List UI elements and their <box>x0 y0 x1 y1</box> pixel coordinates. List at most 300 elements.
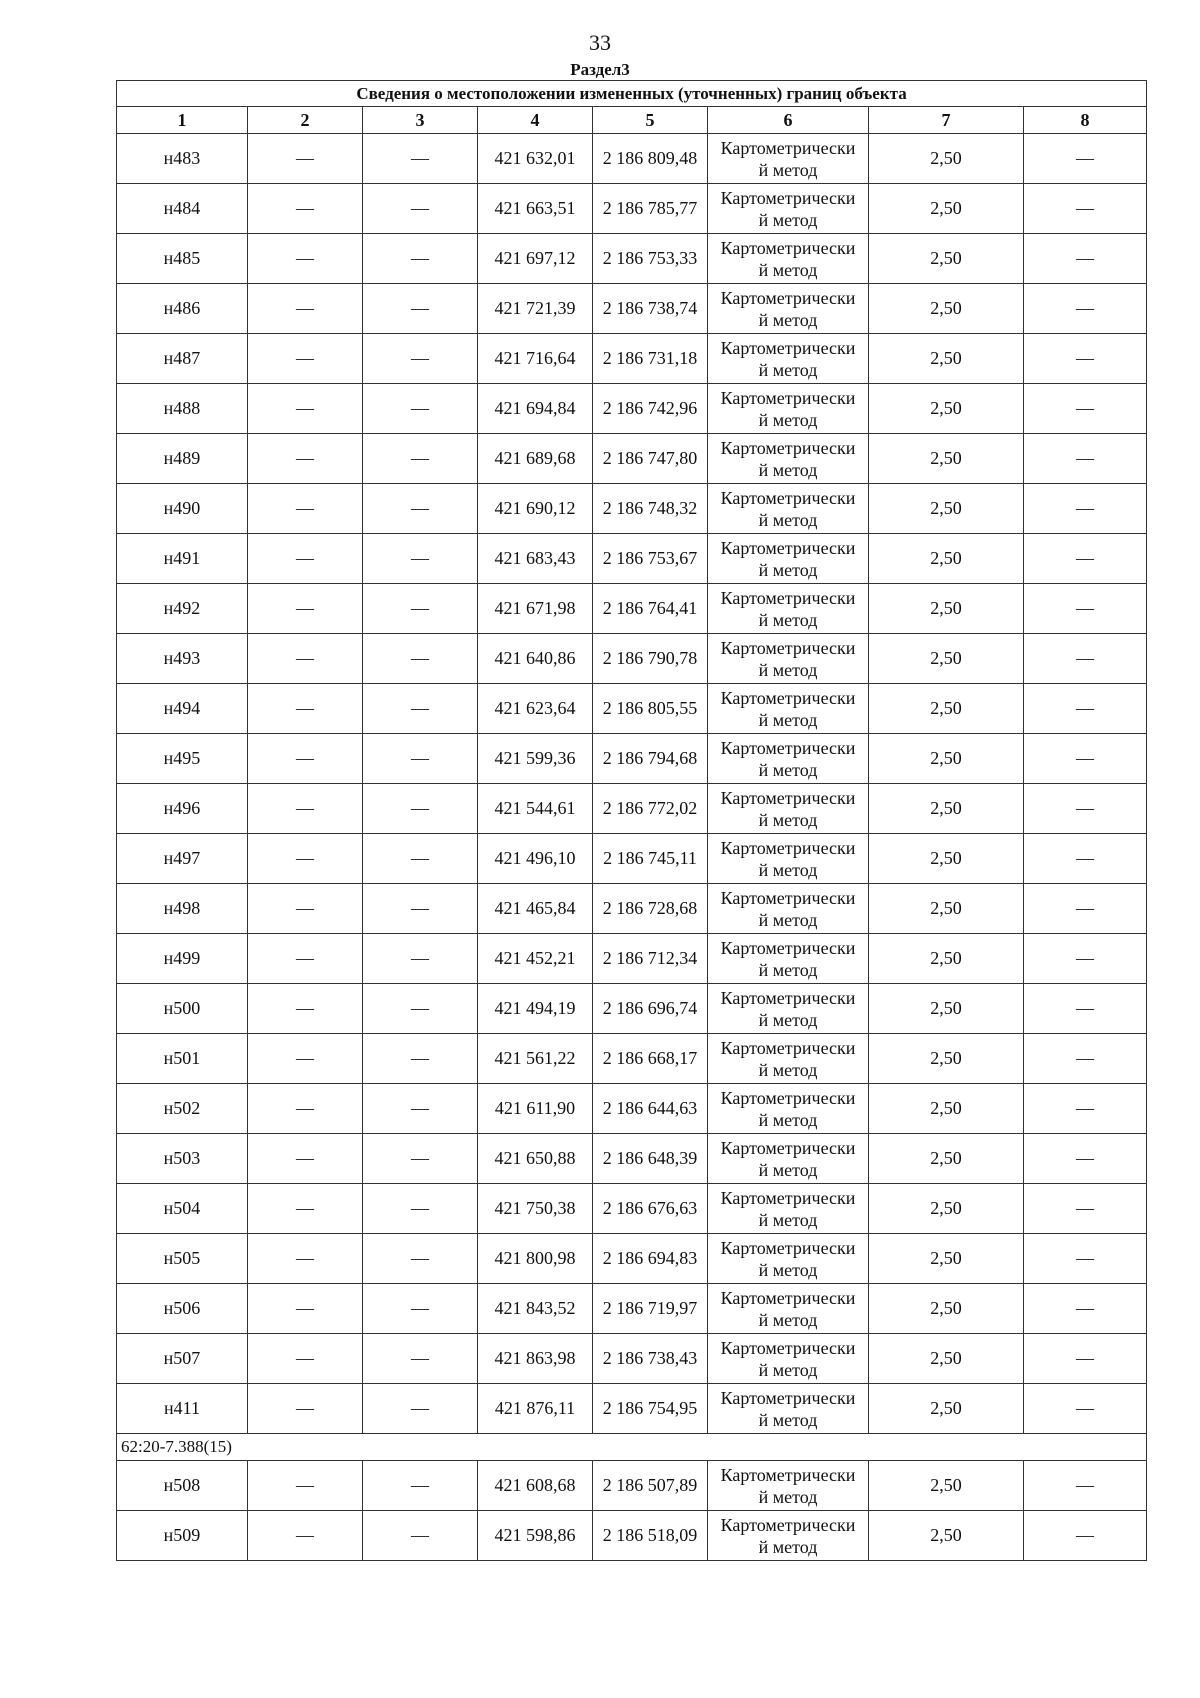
y-coordinate-cell: 2 186 809,48 <box>593 134 708 184</box>
y-coordinate-cell: 2 186 772,02 <box>593 784 708 834</box>
method-text-line1: Картометрически <box>720 1087 856 1108</box>
column-3-cell: — <box>363 184 478 234</box>
column-2-cell: — <box>248 184 363 234</box>
column-8-cell: — <box>1024 1134 1147 1184</box>
column-3-cell: — <box>363 734 478 784</box>
column-3-cell: — <box>363 1084 478 1134</box>
y-coordinate-cell: 2 186 805,55 <box>593 684 708 734</box>
y-coordinate-cell: 2 186 753,67 <box>593 534 708 584</box>
point-name-cell: н501 <box>117 1034 248 1084</box>
column-8-cell: — <box>1024 334 1147 384</box>
point-name-cell: н506 <box>117 1284 248 1334</box>
column-3-cell: — <box>363 1034 478 1084</box>
column-3-cell: — <box>363 784 478 834</box>
method-text-line2: й метод <box>758 259 818 280</box>
x-coordinate-cell: 421 544,61 <box>478 784 593 834</box>
column-2-cell: — <box>248 484 363 534</box>
method-text-line1: Картометрически <box>720 337 856 358</box>
point-name-cell: н504 <box>117 1184 248 1234</box>
column-8-cell: — <box>1024 484 1147 534</box>
accuracy-cell: 2,50 <box>869 384 1024 434</box>
column-2-cell: — <box>248 384 363 434</box>
x-coordinate-cell: 421 716,64 <box>478 334 593 384</box>
column-2-cell: — <box>248 1034 363 1084</box>
column-3-cell: — <box>363 1384 478 1434</box>
method-text-line1: Картометрически <box>720 987 856 1008</box>
column-3-cell: — <box>363 834 478 884</box>
method-text-line2: й метод <box>758 909 818 930</box>
column-8-cell: — <box>1024 1384 1147 1434</box>
column-2-cell: — <box>248 684 363 734</box>
column-number-8: 8 <box>1024 107 1147 134</box>
column-8-cell: — <box>1024 284 1147 334</box>
column-2-cell: — <box>248 1284 363 1334</box>
point-name-cell: н411 <box>117 1384 248 1434</box>
method-text-line1: Картометрически <box>720 737 856 758</box>
table-row <box>117 884 1147 934</box>
x-coordinate-cell: 421 694,84 <box>478 384 593 434</box>
column-8-cell: — <box>1024 834 1147 884</box>
column-3-cell: — <box>363 1334 478 1384</box>
table-row <box>117 1184 1147 1234</box>
y-coordinate-cell: 2 186 728,68 <box>593 884 708 934</box>
column-2-cell: — <box>248 434 363 484</box>
method-text-line2: й метод <box>758 1209 818 1230</box>
accuracy-cell: 2,50 <box>869 1084 1024 1134</box>
method-text-line1: Картометрически <box>720 1287 856 1308</box>
method-text-line1: Картометрически <box>720 1237 856 1258</box>
table-row <box>117 584 1147 634</box>
column-8-cell: — <box>1024 134 1147 184</box>
method-cell <box>708 234 869 284</box>
point-name-cell: н483 <box>117 134 248 184</box>
table-row <box>117 284 1147 334</box>
accuracy-cell: 2,50 <box>869 1334 1024 1384</box>
point-name-cell: н496 <box>117 784 248 834</box>
accuracy-cell: 2,50 <box>869 1134 1024 1184</box>
method-cell <box>708 1084 869 1134</box>
accuracy-cell: 2,50 <box>869 984 1024 1034</box>
column-number-1: 1 <box>117 107 248 134</box>
y-coordinate-cell: 2 186 676,63 <box>593 1184 708 1234</box>
method-text-line2: й метод <box>758 1159 818 1180</box>
table-row <box>117 1511 1147 1561</box>
method-cell <box>708 384 869 434</box>
table-row <box>117 1284 1147 1334</box>
column-2-cell: — <box>248 584 363 634</box>
point-name-cell: н499 <box>117 934 248 984</box>
x-coordinate-cell: 421 876,11 <box>478 1384 593 1434</box>
table-row <box>117 684 1147 734</box>
accuracy-cell: 2,50 <box>869 634 1024 684</box>
table-row <box>117 134 1147 184</box>
table-body <box>117 134 1147 1561</box>
column-2-cell: — <box>248 884 363 934</box>
x-coordinate-cell: 421 650,88 <box>478 1134 593 1184</box>
method-text-line1: Картометрически <box>720 1187 856 1208</box>
accuracy-cell: 2,50 <box>869 1184 1024 1234</box>
accuracy-cell: 2,50 <box>869 1034 1024 1084</box>
column-number-5: 5 <box>593 107 708 134</box>
y-coordinate-cell: 2 186 668,17 <box>593 1034 708 1084</box>
y-coordinate-cell: 2 186 648,39 <box>593 1134 708 1184</box>
method-cell <box>708 1234 869 1284</box>
method-text-line2: й метод <box>758 859 818 880</box>
y-coordinate-cell: 2 186 738,74 <box>593 284 708 334</box>
column-2-cell: — <box>248 784 363 834</box>
x-coordinate-cell: 421 561,22 <box>478 1034 593 1084</box>
x-coordinate-cell: 421 632,01 <box>478 134 593 184</box>
table-row <box>117 1134 1147 1184</box>
table-row <box>117 1384 1147 1434</box>
point-name-cell: н486 <box>117 284 248 334</box>
column-3-cell: — <box>363 884 478 934</box>
method-cell <box>708 734 869 784</box>
column-number-row <box>117 107 1147 134</box>
column-3-cell: — <box>363 234 478 284</box>
table-row <box>117 184 1147 234</box>
accuracy-cell: 2,50 <box>869 134 1024 184</box>
y-coordinate-cell: 2 186 753,33 <box>593 234 708 284</box>
point-name-cell: н490 <box>117 484 248 534</box>
column-8-cell: — <box>1024 1461 1147 1511</box>
point-name-cell: н503 <box>117 1134 248 1184</box>
method-text-line2: й метод <box>758 1309 818 1330</box>
table-row <box>117 334 1147 384</box>
method-text-line1: Картометрически <box>720 1337 856 1358</box>
column-8-cell: — <box>1024 234 1147 284</box>
y-coordinate-cell: 2 186 742,96 <box>593 384 708 434</box>
table-row <box>117 834 1147 884</box>
method-text-line1: Картометрически <box>720 887 856 908</box>
x-coordinate-cell: 421 496,10 <box>478 834 593 884</box>
accuracy-cell: 2,50 <box>869 234 1024 284</box>
table-row <box>117 984 1147 1034</box>
column-3-cell: — <box>363 484 478 534</box>
column-2-cell: — <box>248 234 363 284</box>
column-2-cell: — <box>248 1084 363 1134</box>
method-cell <box>708 284 869 334</box>
y-coordinate-cell: 2 186 694,83 <box>593 1234 708 1284</box>
table-row <box>117 784 1147 834</box>
column-8-cell: — <box>1024 934 1147 984</box>
x-coordinate-cell: 421 697,12 <box>478 234 593 284</box>
method-text-line2: й метод <box>758 209 818 230</box>
method-text-line2: й метод <box>758 359 818 380</box>
column-3-cell: — <box>363 1134 478 1184</box>
point-name-cell: н484 <box>117 184 248 234</box>
column-2-cell: — <box>248 134 363 184</box>
method-text-line2: й метод <box>758 709 818 730</box>
x-coordinate-cell: 421 599,36 <box>478 734 593 784</box>
column-2-cell: — <box>248 834 363 884</box>
column-3-cell: — <box>363 334 478 384</box>
point-name-cell: н491 <box>117 534 248 584</box>
accuracy-cell: 2,50 <box>869 1234 1024 1284</box>
column-8-cell: — <box>1024 984 1147 1034</box>
method-text-line1: Картометрически <box>720 487 856 508</box>
table-row <box>117 1084 1147 1134</box>
x-coordinate-cell: 421 671,98 <box>478 584 593 634</box>
column-8-cell: — <box>1024 1184 1147 1234</box>
method-text-line2: й метод <box>758 759 818 780</box>
column-number-4: 4 <box>478 107 593 134</box>
column-8-cell: — <box>1024 534 1147 584</box>
point-name-cell: н500 <box>117 984 248 1034</box>
point-name-cell: н497 <box>117 834 248 884</box>
accuracy-cell: 2,50 <box>869 734 1024 784</box>
accuracy-cell: 2,50 <box>869 1461 1024 1511</box>
table-caption: Сведения о местоположении измененных (уточненных) границ объекта <box>117 81 1147 107</box>
method-text-line2: й метод <box>758 409 818 430</box>
column-2-cell: — <box>248 1234 363 1284</box>
y-coordinate-cell: 2 186 794,68 <box>593 734 708 784</box>
x-coordinate-cell: 421 750,38 <box>478 1184 593 1234</box>
method-cell <box>708 584 869 634</box>
accuracy-cell: 2,50 <box>869 1384 1024 1434</box>
y-coordinate-cell: 2 186 712,34 <box>593 934 708 984</box>
method-cell <box>708 984 869 1034</box>
column-3-cell: — <box>363 984 478 1034</box>
method-text-line1: Картометрически <box>720 287 856 308</box>
method-text-line2: й метод <box>758 309 818 330</box>
group-header-row <box>117 1434 1147 1461</box>
column-3-cell: — <box>363 534 478 584</box>
method-cell <box>708 784 869 834</box>
method-text-line2: й метод <box>758 559 818 580</box>
method-cell <box>708 1334 869 1384</box>
point-name-cell: н505 <box>117 1234 248 1284</box>
method-text-line2: й метод <box>758 1536 818 1557</box>
method-text-line2: й метод <box>758 1486 818 1507</box>
x-coordinate-cell: 421 683,43 <box>478 534 593 584</box>
method-text-line1: Картометрически <box>720 837 856 858</box>
table-row <box>117 1234 1147 1284</box>
column-3-cell: — <box>363 284 478 334</box>
column-3-cell: — <box>363 1511 478 1561</box>
method-text-line2: й метод <box>758 959 818 980</box>
x-coordinate-cell: 421 611,90 <box>478 1084 593 1134</box>
y-coordinate-cell: 2 186 748,32 <box>593 484 708 534</box>
column-3-cell: — <box>363 1461 478 1511</box>
method-text-line2: й метод <box>758 809 818 830</box>
column-3-cell: — <box>363 1234 478 1284</box>
column-2-cell: — <box>248 1461 363 1511</box>
column-3-cell: — <box>363 684 478 734</box>
group-label: 62:20-7.388(15) <box>117 1434 1147 1461</box>
method-text-line2: й метод <box>758 1359 818 1380</box>
method-text-line1: Картометрически <box>720 1037 856 1058</box>
point-name-cell: н498 <box>117 884 248 934</box>
column-8-cell: — <box>1024 1334 1147 1384</box>
method-cell <box>708 434 869 484</box>
page-number: 33 <box>589 30 611 55</box>
method-text-line2: й метод <box>758 1059 818 1080</box>
column-3-cell: — <box>363 1184 478 1234</box>
method-text-line1: Картометрически <box>720 637 856 658</box>
column-8-cell: — <box>1024 384 1147 434</box>
point-name-cell: н485 <box>117 234 248 284</box>
method-text-line2: й метод <box>758 159 818 180</box>
column-8-cell: — <box>1024 634 1147 684</box>
column-8-cell: — <box>1024 784 1147 834</box>
y-coordinate-cell: 2 186 518,09 <box>593 1511 708 1561</box>
method-text-line1: Картометрически <box>720 1464 856 1485</box>
accuracy-cell: 2,50 <box>869 484 1024 534</box>
method-cell <box>708 1284 869 1334</box>
method-cell <box>708 684 869 734</box>
table-row <box>117 384 1147 434</box>
x-coordinate-cell: 421 623,64 <box>478 684 593 734</box>
column-8-cell: — <box>1024 734 1147 784</box>
y-coordinate-cell: 2 186 764,41 <box>593 584 708 634</box>
method-text-line1: Картометрически <box>720 237 856 258</box>
method-cell <box>708 1511 869 1561</box>
method-cell <box>708 634 869 684</box>
point-name-cell: н494 <box>117 684 248 734</box>
accuracy-cell: 2,50 <box>869 184 1024 234</box>
accuracy-cell: 2,50 <box>869 784 1024 834</box>
method-cell <box>708 934 869 984</box>
accuracy-cell: 2,50 <box>869 334 1024 384</box>
y-coordinate-cell: 2 186 745,11 <box>593 834 708 884</box>
accuracy-cell: 2,50 <box>869 584 1024 634</box>
method-text-line1: Картометрически <box>720 787 856 808</box>
method-text-line1: Картометрически <box>720 387 856 408</box>
method-text-line2: й метод <box>758 1109 818 1130</box>
column-2-cell: — <box>248 1384 363 1434</box>
method-cell <box>708 884 869 934</box>
method-cell <box>708 1034 869 1084</box>
table-row <box>117 1034 1147 1084</box>
table-row <box>117 234 1147 284</box>
column-8-cell: — <box>1024 1234 1147 1284</box>
point-name-cell: н493 <box>117 634 248 684</box>
point-name-cell: н502 <box>117 1084 248 1134</box>
point-name-cell: н495 <box>117 734 248 784</box>
method-text-line2: й метод <box>758 1409 818 1430</box>
x-coordinate-cell: 421 800,98 <box>478 1234 593 1284</box>
table-row <box>117 934 1147 984</box>
accuracy-cell: 2,50 <box>869 1511 1024 1561</box>
method-cell <box>708 1134 869 1184</box>
column-3-cell: — <box>363 134 478 184</box>
method-text-line2: й метод <box>758 509 818 530</box>
column-3-cell: — <box>363 434 478 484</box>
column-2-cell: — <box>248 934 363 984</box>
method-cell <box>708 334 869 384</box>
point-name-cell: н487 <box>117 334 248 384</box>
accuracy-cell: 2,50 <box>869 934 1024 984</box>
column-8-cell: — <box>1024 1284 1147 1334</box>
column-8-cell: — <box>1024 1034 1147 1084</box>
table-row <box>117 1334 1147 1384</box>
method-cell <box>708 134 869 184</box>
method-text-line1: Картометрически <box>720 937 856 958</box>
method-text-line1: Картометрически <box>720 187 856 208</box>
method-cell <box>708 1384 869 1434</box>
method-cell <box>708 484 869 534</box>
column-2-cell: — <box>248 334 363 384</box>
x-coordinate-cell: 421 598,86 <box>478 1511 593 1561</box>
table-row <box>117 484 1147 534</box>
method-text-line1: Картометрически <box>720 537 856 558</box>
method-cell <box>708 1184 869 1234</box>
x-coordinate-cell: 421 843,52 <box>478 1284 593 1334</box>
method-text-line1: Картометрически <box>720 1137 856 1158</box>
y-coordinate-cell: 2 186 747,80 <box>593 434 708 484</box>
column-3-cell: — <box>363 934 478 984</box>
column-8-cell: — <box>1024 184 1147 234</box>
column-2-cell: — <box>248 534 363 584</box>
method-text-line2: й метод <box>758 1259 818 1280</box>
column-2-cell: — <box>248 734 363 784</box>
boundary-coordinates-table <box>116 80 1147 1561</box>
table-row <box>117 434 1147 484</box>
accuracy-cell: 2,50 <box>869 284 1024 334</box>
y-coordinate-cell: 2 186 738,43 <box>593 1334 708 1384</box>
column-2-cell: — <box>248 1511 363 1561</box>
column-2-cell: — <box>248 1134 363 1184</box>
y-coordinate-cell: 2 186 731,18 <box>593 334 708 384</box>
point-name-cell: н492 <box>117 584 248 634</box>
column-3-cell: — <box>363 384 478 434</box>
point-name-cell: н508 <box>117 1461 248 1511</box>
column-3-cell: — <box>363 1284 478 1334</box>
method-text-line1: Картометрически <box>720 1514 856 1535</box>
y-coordinate-cell: 2 186 790,78 <box>593 634 708 684</box>
x-coordinate-cell: 421 663,51 <box>478 184 593 234</box>
x-coordinate-cell: 421 721,39 <box>478 284 593 334</box>
y-coordinate-cell: 2 186 696,74 <box>593 984 708 1034</box>
point-name-cell: н509 <box>117 1511 248 1561</box>
accuracy-cell: 2,50 <box>869 434 1024 484</box>
table-row <box>117 734 1147 784</box>
method-text-line1: Картометрически <box>720 437 856 458</box>
column-number-6: 6 <box>708 107 869 134</box>
point-name-cell: н489 <box>117 434 248 484</box>
column-2-cell: — <box>248 284 363 334</box>
accuracy-cell: 2,50 <box>869 534 1024 584</box>
method-cell <box>708 1461 869 1511</box>
method-text-line2: й метод <box>758 609 818 630</box>
x-coordinate-cell: 421 494,19 <box>478 984 593 1034</box>
x-coordinate-cell: 421 465,84 <box>478 884 593 934</box>
section-title: Раздел3 <box>570 60 630 79</box>
column-number-3: 3 <box>363 107 478 134</box>
column-8-cell: — <box>1024 434 1147 484</box>
method-text-line1: Картометрически <box>720 687 856 708</box>
method-text-line1: Картометрически <box>720 137 856 158</box>
method-cell <box>708 534 869 584</box>
method-text-line2: й метод <box>758 459 818 480</box>
table-row <box>117 1461 1147 1511</box>
column-8-cell: — <box>1024 684 1147 734</box>
method-text-line2: й метод <box>758 1009 818 1030</box>
x-coordinate-cell: 421 640,86 <box>478 634 593 684</box>
column-2-cell: — <box>248 1334 363 1384</box>
point-name-cell: н507 <box>117 1334 248 1384</box>
column-2-cell: — <box>248 634 363 684</box>
y-coordinate-cell: 2 186 507,89 <box>593 1461 708 1511</box>
x-coordinate-cell: 421 863,98 <box>478 1334 593 1384</box>
table-row <box>117 634 1147 684</box>
y-coordinate-cell: 2 186 719,97 <box>593 1284 708 1334</box>
y-coordinate-cell: 2 186 644,63 <box>593 1084 708 1134</box>
method-cell <box>708 184 869 234</box>
point-name-cell: н488 <box>117 384 248 434</box>
method-text-line2: й метод <box>758 659 818 680</box>
